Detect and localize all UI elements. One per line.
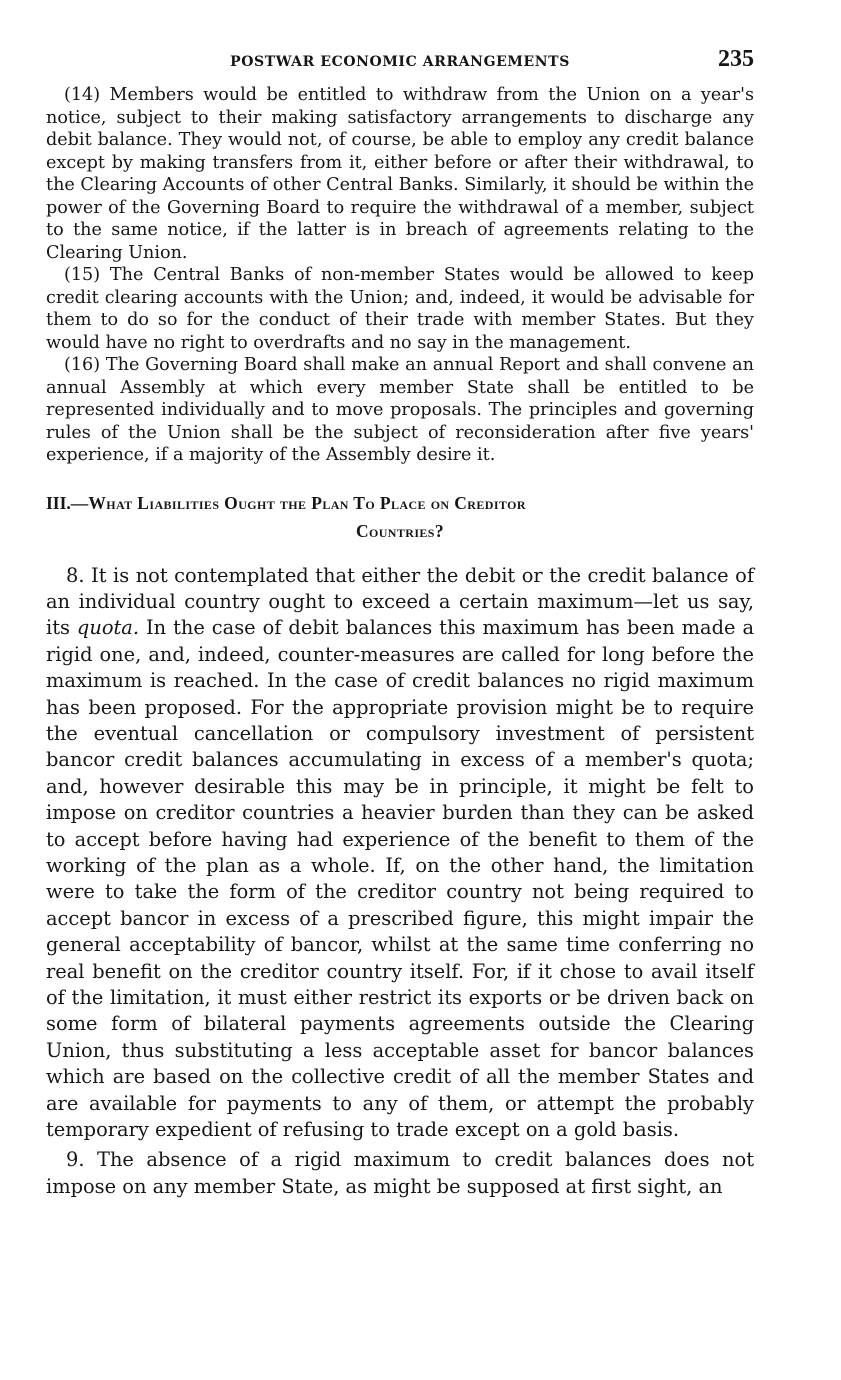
running-title: POSTWAR ECONOMIC ARRANGEMENTS (230, 54, 570, 70)
main-text (46, 563, 754, 1201)
paragraph-15: (15) The Central Banks of non-member States would be allowed to keep credit clearing accounts with the Union; and, indeed, it would be advisable for them to do so for the conduct of their trade with member States. But they would have no right to overdrafts and no say in the management. (46, 265, 754, 353)
governance-provisions (46, 84, 754, 467)
running-head (46, 44, 754, 84)
paragraph-8-start: 8. It is not contemplated that either the debit or the credit balance of an individual country ought to exceed a certain maximum—let us say, its (46, 563, 754, 640)
paragraph-16: (16) The Governing Board shall make an annual Report and shall convene an annual Assembly at which every member State shall be entitled to be represented individually and to move proposals. The principles and governing rules of the Union shall be the subject of reconsideration after five years' experience, if a majority of the Assembly desire it. (46, 355, 754, 465)
section-heading (46, 489, 754, 545)
paragraph-14: (14) Members would be entitled to withdraw from the Union on a year's notice, subject to their making satisfactory arrangements to discharge any debit balance. They would not, of course, be able to employ any credit balance except by making transfers from it, either before or after their withdrawal, to the Clearing Accounts of other Central Banks. Similarly, it should be within the power of the Governing Board to require the withdrawal of a member, subject to the same notice, if the latter is in breach of agreements relating to the Clearing Union. (46, 85, 754, 263)
quota-italic: quota. (76, 616, 140, 640)
section-heading-line1 (46, 489, 754, 517)
section-number: III.— (46, 492, 89, 513)
paragraph-9: 9. The absence of a rigid maximum to credit balances does not impose on any member State, as might be supposed at first sight, an (46, 1148, 754, 1198)
section-title-part1: What Liabilities Ought the Plan To Place on Creditor (88, 492, 526, 513)
paragraph-8 (46, 563, 754, 1144)
section-heading-line2: Countries? (355, 520, 445, 541)
document-page (46, 44, 754, 1200)
page-number: 235 (718, 46, 754, 72)
paragraph-8-rest: In the case of debit balances this maximum has been made a rigid one, and, indeed, counter-measures are called for long before the maximum is reached. In the case of credit balances no rigid maximum has been proposed. For the appropriate provision might be to require the eventual cancellation or compulsory investment of persistent bancor credit balances accumulating in excess of a member's quota; and, however desirable this may be in principle, it might be felt to impose on creditor countries a heavier burden than they can be asked to accept before having had experience of the benefit to them of the working of the plan as a whole. If, on the other hand, the limitation were to take the form of the creditor country not being required to accept bancor in excess of a prescribed figure, this might impair the general acceptability of bancor, whilst at the same time conferring no real benefit on the creditor country itself. For, if it chose to avail itself of the limitation, it must either restrict its exports or be driven back on some form of bilateral payments agreements outside the Clearing Union, thus substituting a less acceptable asset for bancor balances which are based on the collective credit of all the member States and are available for payments to any of them, or attempt the probably temporary expedient of refusing to trade except on a gold basis. (46, 616, 755, 1142)
